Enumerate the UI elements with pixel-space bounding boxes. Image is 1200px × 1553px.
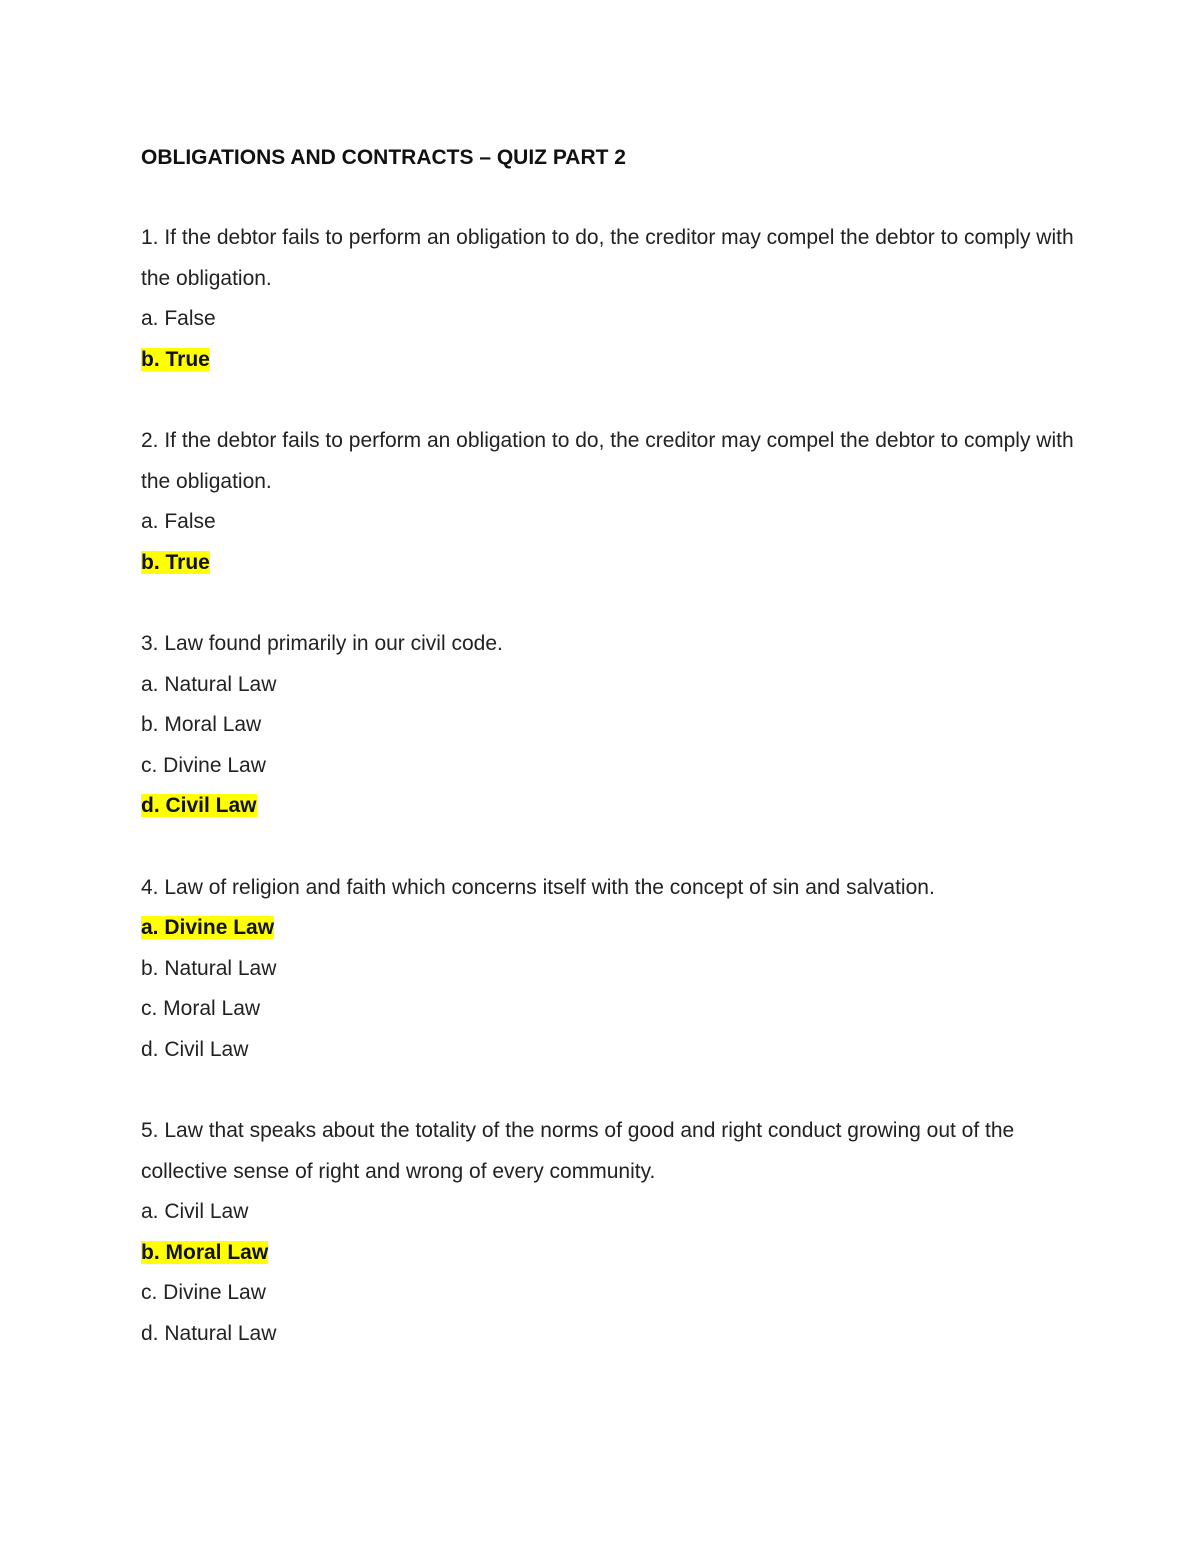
answer-option-correct [141,543,1081,584]
answer-option-label: b. Natural Law [141,956,277,980]
answer-option-label: b. Moral Law [141,1240,269,1264]
answer-option-label: b. True [141,347,210,371]
answer-option-label: a. Natural Law [141,672,277,696]
question-text: 3. Law found primarily in our civil code. [141,632,503,655]
answer-option [141,665,1081,706]
question-list [141,218,1081,1354]
document-page [141,138,1081,1395]
answer-option-correct [141,340,1081,381]
question-text: 4. Law of religion and faith which concerns itself with the concept of sin and salvation. [141,875,935,899]
answer-option [141,746,1081,787]
answer-option [141,1314,1081,1355]
question-text: 5. Law that speaks about the totality of the norms of good and right conduct growing out of the collective sense of right and wrong of every community. [141,1119,1015,1183]
answer-option-correct [141,1233,1081,1274]
question-3 [141,624,1081,827]
question-text: 1. If the debtor fails to perform an obligation to do, the creditor may compel the debtor to comply with the obligation. [141,226,1074,290]
question-4 [141,868,1081,1071]
question-5 [141,1111,1081,1354]
answer-option-label: a. Divine Law [141,916,275,939]
answer-option-correct [141,786,1081,827]
question-2 [141,421,1081,583]
answer-option [141,299,1081,340]
answer-option-label: a. Civil Law [141,1200,249,1223]
answer-option-label: d. Natural Law [141,1321,277,1345]
answer-option-label: a. False [141,510,216,533]
answer-option-label: d. Civil Law [141,1037,249,1061]
answer-option [141,989,1081,1030]
answer-option [141,1030,1081,1071]
answer-option-label: b. Moral Law [141,713,262,736]
answer-option-label: d. Civil Law [141,794,257,817]
answer-option [141,705,1081,746]
answer-option-correct [141,908,1081,949]
answer-option-label: a. False [141,307,216,330]
answer-option [141,1192,1081,1233]
answer-option [141,502,1081,543]
answer-option-label: c. Moral Law [141,997,261,1020]
question-text: 2. If the debtor fails to perform an obligation to do, the creditor may compel the debtor to comply with the obligation. [141,429,1074,493]
answer-option-label: c. Divine Law [141,1281,266,1304]
question-1 [141,218,1081,380]
page-title: OBLIGATIONS AND CONTRACTS – QUIZ PART 2 [141,146,626,169]
answer-option-label: b. True [141,550,210,574]
answer-option-label: c. Divine Law [141,753,266,777]
answer-option [141,949,1081,990]
answer-option [141,1273,1081,1314]
